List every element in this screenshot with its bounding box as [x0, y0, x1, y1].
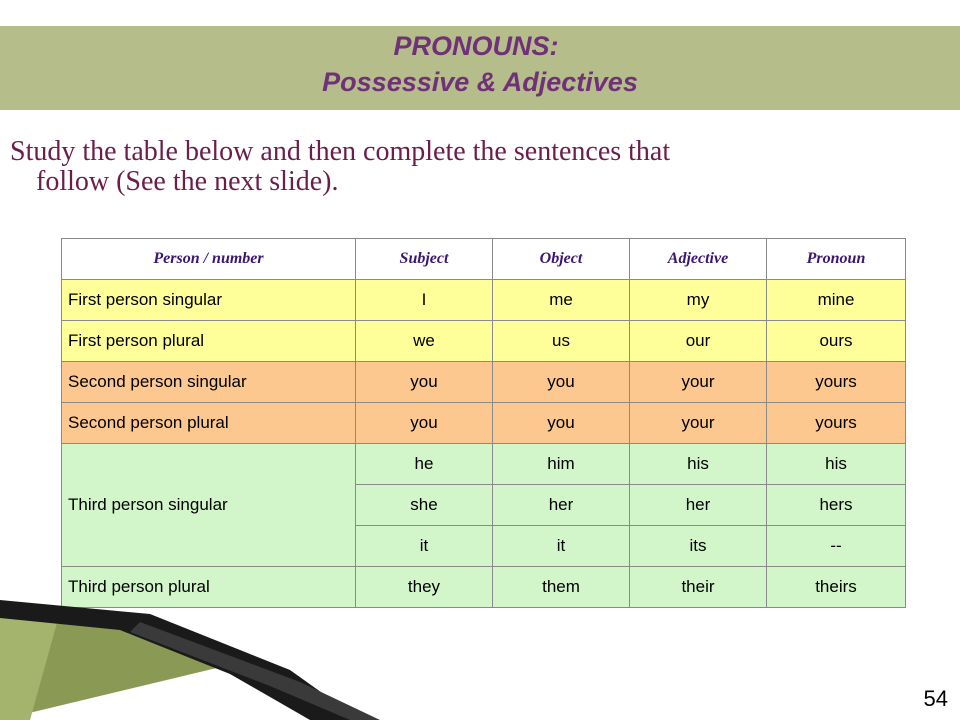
cell-pronoun: yours [767, 362, 906, 403]
cell-object: him [493, 444, 630, 485]
page-number: 54 [923, 686, 948, 711]
cell-adjective: his [630, 444, 767, 485]
header-person-number: Person / number [62, 239, 356, 280]
pronoun-table [61, 238, 906, 608]
cell-object: you [493, 403, 630, 444]
cell-subject: he [356, 444, 493, 485]
table-row [62, 444, 906, 485]
cell-subject: I [356, 280, 493, 321]
cell-pronoun: mine [767, 280, 906, 321]
slide-title [0, 28, 960, 100]
decorative-swoosh [0, 590, 420, 720]
header-pronoun: Pronoun [767, 239, 906, 280]
cell-subject: she [356, 485, 493, 526]
cell-adjective: your [630, 403, 767, 444]
cell-pronoun: ours [767, 321, 906, 362]
cell-pronoun: his [767, 444, 906, 485]
cell-adjective: your [630, 362, 767, 403]
table-row [62, 362, 906, 403]
cell-object: you [493, 362, 630, 403]
intro-line-2: follow (See the next slide). [36, 166, 339, 197]
table-row [62, 403, 906, 444]
intro-text [10, 137, 940, 197]
cell-person: Second person singular [62, 362, 356, 403]
cell-adjective: their [630, 567, 767, 608]
title-line-2: Possessive & Adjectives [322, 67, 638, 97]
cell-adjective: my [630, 280, 767, 321]
cell-subject: we [356, 321, 493, 362]
cell-person: Second person plural [62, 403, 356, 444]
cell-pronoun: hers [767, 485, 906, 526]
cell-pronoun: theirs [767, 567, 906, 608]
cell-object: me [493, 280, 630, 321]
cell-person: First person plural [62, 321, 356, 362]
table-row [62, 321, 906, 362]
table-header-row [62, 239, 906, 280]
cell-subject: they [356, 567, 493, 608]
cell-pronoun: -- [767, 526, 906, 567]
cell-person: First person singular [62, 280, 356, 321]
cell-object: it [493, 526, 630, 567]
title-line-1: PRONOUNS: [393, 31, 559, 61]
cell-adjective: its [630, 526, 767, 567]
cell-object: them [493, 567, 630, 608]
intro-line-1: Study the table below and then complete the sentences that [10, 136, 671, 167]
cell-person: Third person singular [62, 444, 356, 567]
header-object: Object [493, 239, 630, 280]
table-row [62, 280, 906, 321]
cell-subject: you [356, 403, 493, 444]
header-subject: Subject [356, 239, 493, 280]
cell-object: her [493, 485, 630, 526]
cell-subject: it [356, 526, 493, 567]
header-adjective: Adjective [630, 239, 767, 280]
cell-adjective: her [630, 485, 767, 526]
cell-subject: you [356, 362, 493, 403]
cell-adjective: our [630, 321, 767, 362]
cell-object: us [493, 321, 630, 362]
cell-pronoun: yours [767, 403, 906, 444]
cell-person: Third person plural [62, 567, 356, 608]
